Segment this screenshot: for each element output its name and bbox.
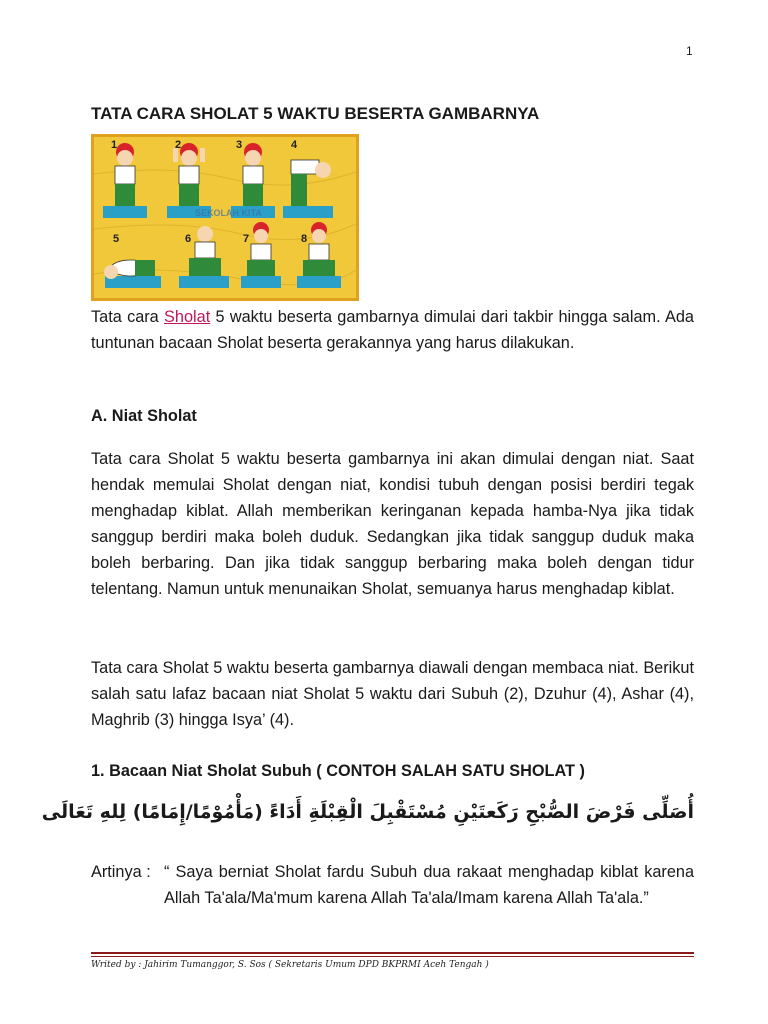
- niat-paragraph-2: Tata cara Sholat 5 waktu beserta gambarnya diawali dengan membaca niat. Berikut salah satu lafaz bacaan niat Sholat 5 waktu dari Subuh (2), Dzuhur (4), Ashar (4), Maghrib (3) hingga Isya’ (4).: [91, 659, 694, 729]
- step-number: 7: [243, 233, 250, 245]
- step-number: 4: [291, 139, 298, 151]
- step-number: 5: [113, 233, 120, 245]
- step-number: 2: [175, 139, 182, 151]
- footer-divider: [91, 952, 694, 954]
- arabic-niat-text: أُصَلِّى فَرْضَ الصُّبْحِ رَكَعتَيْنِ مُسْتَقْبِلَ الْقِبْلَةِ أَدَاءً (مَأْمُوْمًا/إِمَامًا) لِلهِ تَعَالَى: [41, 801, 694, 823]
- footer-divider-thin: [91, 956, 694, 957]
- footer-credit: Writed by : Jahirim Tumanggor, S. Sos ( Sekretaris Umum DPD BKPRMI Aceh Tengah ): [91, 960, 489, 970]
- watermark: SEKOLAH KITA: [195, 208, 262, 218]
- page-title: TATA CARA SHOLAT 5 WAKTU BESERTA GAMBARNYA: [91, 104, 540, 123]
- intro-text-start: Tata cara: [91, 308, 165, 326]
- page-number: 1: [686, 44, 693, 58]
- translation-label: Artinya :: [91, 863, 151, 881]
- step-number: 3: [236, 139, 243, 151]
- translation-text: “ Saya berniat Sholat fardu Subuh dua rakaat menghadap kiblat karena Allah Ta'ala/Ma'mum karena Allah Ta'ala/Imam karena Allah Ta'ala.”: [164, 863, 694, 907]
- intro-paragraph: [91, 304, 694, 356]
- step-number: 6: [185, 233, 192, 245]
- section-heading-subuh: 1. Bacaan Niat Sholat Subuh ( CONTOH SALAH SATU SHOLAT ): [91, 762, 585, 780]
- niat-paragraph-1: Tata cara Sholat 5 waktu beserta gambarnya ini akan dimulai dengan niat. Saat hendak memulai Sholat dengan niat, kondisi tubuh dengan posisi berdiri tegak menghadap kiblat. Allah memberikan keringanan kepada hamba-Nya jika tidak sanggup berdiri maka boleh duduk. Sedangkan jika tidak sanggup duduk maka boleh berbaring. Dan jika tidak sanggup berbaring maka boleh dengan tidur telentang. Namun untuk menunaikan Sholat, semuanya harus menghadap kiblat.: [91, 450, 694, 598]
- section-heading-niat: A. Niat Sholat: [91, 407, 197, 425]
- prayer-steps-illustration: [91, 134, 359, 301]
- figure-3: [243, 143, 263, 206]
- intro-text-end: 5 waktu beserta gambarnya dimulai dari takbir hingga salam. Ada tuntunan bacaan Sholat beserta gerakannya yang harus dilakukan.: [91, 308, 694, 352]
- sholat-link[interactable]: Sholat: [164, 308, 211, 326]
- step-number: 1: [111, 139, 118, 151]
- step-number: 8: [301, 233, 308, 245]
- translation-block: [91, 859, 694, 911]
- figure-1: [115, 143, 135, 206]
